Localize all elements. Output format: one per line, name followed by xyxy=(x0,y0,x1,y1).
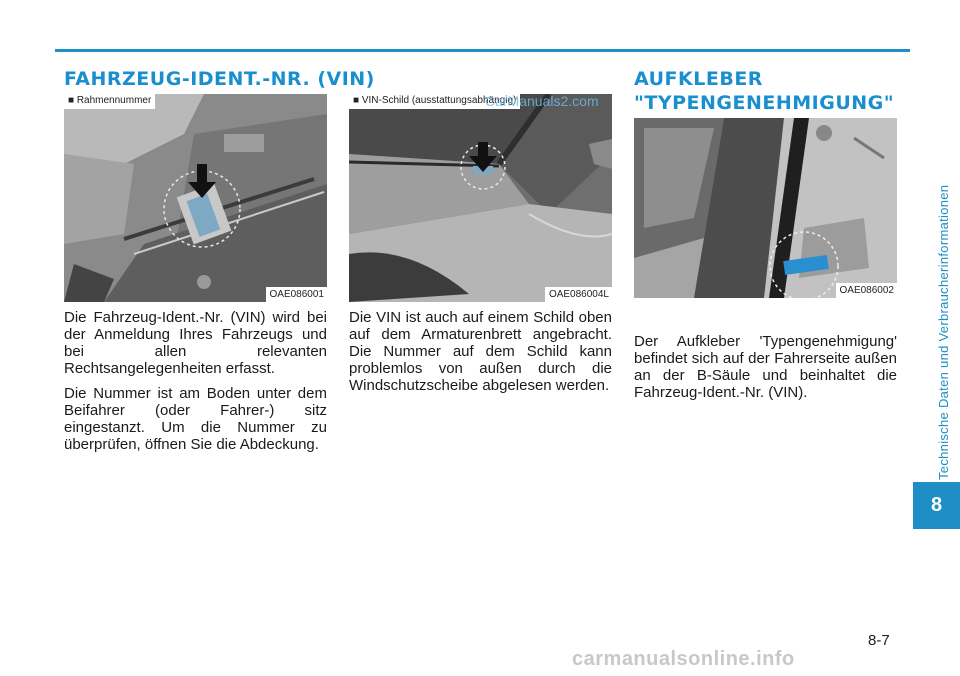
figure-label-vin-plate: ■ VIN-Schild (ausstattungsabhängig) xyxy=(349,94,520,109)
section-title-vin: FAHRZEUG-IDENT.-NR. (VIN) xyxy=(64,68,375,90)
text-column-vin xyxy=(64,309,327,461)
figure-code: OAE086002 xyxy=(836,283,898,298)
b-pillar-illustration xyxy=(634,118,897,298)
top-rule xyxy=(55,49,910,52)
text-column-vin-plate xyxy=(349,309,612,402)
section-title-line1: AUFKLEBER xyxy=(634,68,763,90)
text-column-type-approval xyxy=(634,333,897,409)
page-number: 8-7 xyxy=(868,632,890,649)
watermark-top: CarManuals2.com xyxy=(485,93,599,109)
section-title-line2: "TYPENGENEHMIGUNG" xyxy=(634,92,895,114)
figure-label-frame-number: ■ Rahmennummer xyxy=(64,94,155,109)
paragraph: Die Fahrzeug-Ident.-Nr. (VIN) wird bei der Anmeldung Ihres Fahrzeugs und bei allen relevanten Rechtsangelegenheiten erfasst. xyxy=(64,309,327,377)
windshield-illustration xyxy=(349,94,612,302)
figure-frame-number xyxy=(64,94,327,302)
figure-vin-plate xyxy=(349,94,612,302)
paragraph: Die VIN ist auch auf einem Schild oben auf dem Armaturenbrett angebracht. Die Nummer auf dem Schild kann problemlos von außen durch die Windschutzscheibe abgelesen werden. xyxy=(349,309,612,394)
chapter-tab[interactable]: 8 xyxy=(913,482,960,529)
paragraph: Die Nummer ist am Boden unter dem Beifahrer (oder Fahrer-) sitz eingestanzt. Um die Nummer zu überprüfen, öffnen Sie die Abdeckung. xyxy=(64,385,327,453)
figure-code: OAE086001 xyxy=(266,287,328,302)
figure-b-pillar-sticker xyxy=(634,118,897,298)
seat-floor-illustration xyxy=(64,94,327,302)
watermark-bottom: carmanualsonline.info xyxy=(572,648,795,670)
figure-code: OAE086004L xyxy=(545,287,612,302)
section-title-type-approval xyxy=(634,67,894,115)
paragraph: Der Aufkleber 'Typengenehmigung' befindet sich auf der Fahrerseite außen an der B-Säule und beinhaltet die Fahrzeug-Ident.-Nr. (VIN). xyxy=(634,333,897,401)
chapter-title-vertical: Technische Daten und Verbraucherinformationen xyxy=(936,184,951,480)
